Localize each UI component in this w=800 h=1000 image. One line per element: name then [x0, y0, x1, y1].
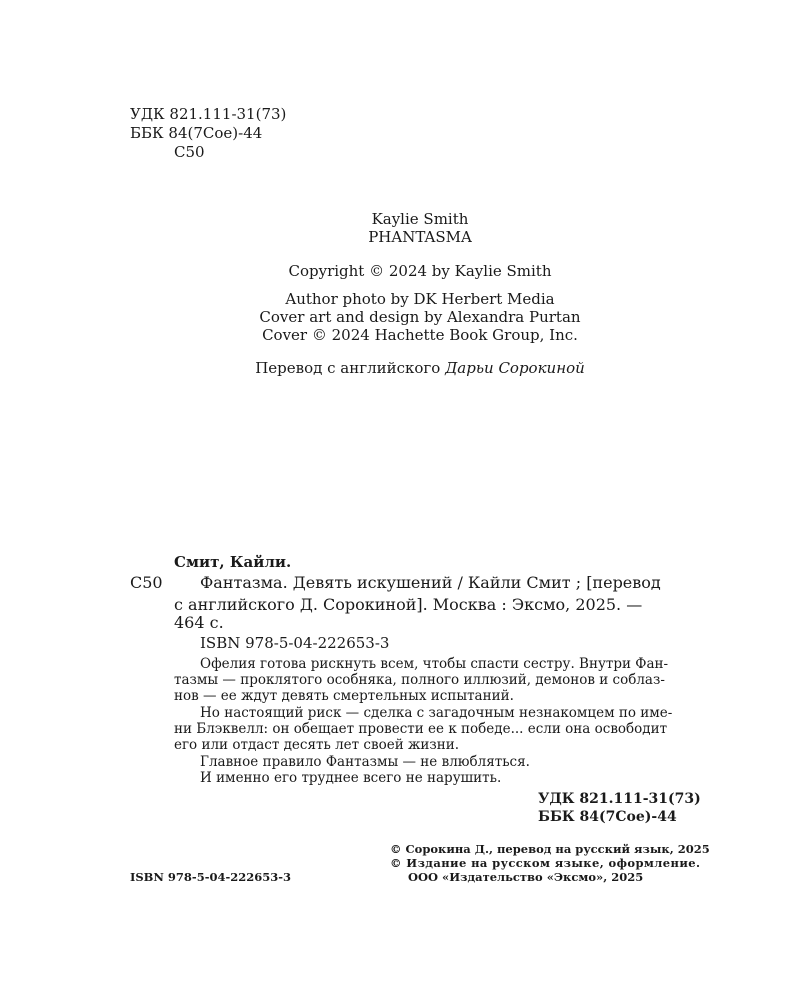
annotation-line: И именно его труднее всего не нарушить. [200, 770, 502, 786]
original-author: Kaylie Smith [371, 210, 469, 228]
annotation-line: ни Блэквелл: он обещает провести ее к победе... если она освободит [174, 721, 668, 737]
original-title: PHANTASMA [368, 228, 472, 246]
footer-isbn: ISBN 978-5-04-222653-3 [130, 870, 292, 884]
copyright-edition: © Издание на русском языке, оформление. [390, 856, 701, 870]
author-mark-top: С50 [174, 143, 205, 161]
annotation-line: нов — ее ждут девять смертельных испытаний. [174, 688, 514, 704]
udk-code-card: УДК 821.111-31(73) [538, 791, 701, 807]
copyright-translation: © Сорокина Д., перевод на русский язык, 2025 [390, 842, 710, 856]
cover-copyright: Cover © 2024 Hachette Book Group, Inc. [262, 326, 578, 344]
catalog-line-3: 464 с. [174, 613, 224, 632]
translator-name: Дарьи Сорокиной [445, 359, 585, 377]
catalog-line-1: Фантазма. Девять искушений / Кайли Смит ; [перевод [200, 573, 661, 592]
translation-credit [0, 359, 800, 377]
udk-code-top: УДК 821.111-31(73) [130, 105, 287, 123]
bbk-code-top: ББК 84(7Сое)-44 [130, 124, 263, 142]
annotation-line: Главное правило Фантазмы — не влюбляться. [200, 754, 530, 770]
catalog-isbn: ISBN 978-5-04-222653-3 [200, 634, 390, 652]
annotation-line: Но настоящий риск — сделка с загадочным незнакомцем по име- [200, 705, 673, 721]
annotation-line: его или отдаст десять лет своей жизни. [174, 737, 460, 753]
annotation-line: тазмы — проклятого особняка, полного иллюзий, демонов и соблаз- [174, 672, 665, 688]
catalog-author-heading: Смит, Кайли. [174, 553, 292, 571]
annotation-line: Офелия готова рискнуть всем, чтобы спасти сестру. Внутри Фан- [200, 656, 669, 672]
catalog-author-mark: С50 [130, 573, 163, 592]
bbk-code-card: ББК 84(7Сое)-44 [538, 809, 677, 825]
translation-prefix: Перевод с английского [255, 359, 441, 377]
copyright-line: Copyright © 2024 by Kaylie Smith [288, 262, 552, 280]
catalog-line-2: с английского Д. Сорокиной]. Москва : Эксмо, 2025. — [174, 595, 643, 614]
cover-art-credit: Cover art and design by Alexandra Purtan [259, 308, 581, 326]
copyright-publisher: ООО «Издательство «Эксмо», 2025 [408, 870, 644, 884]
author-photo-credit: Author photo by DK Herbert Media [285, 290, 555, 308]
